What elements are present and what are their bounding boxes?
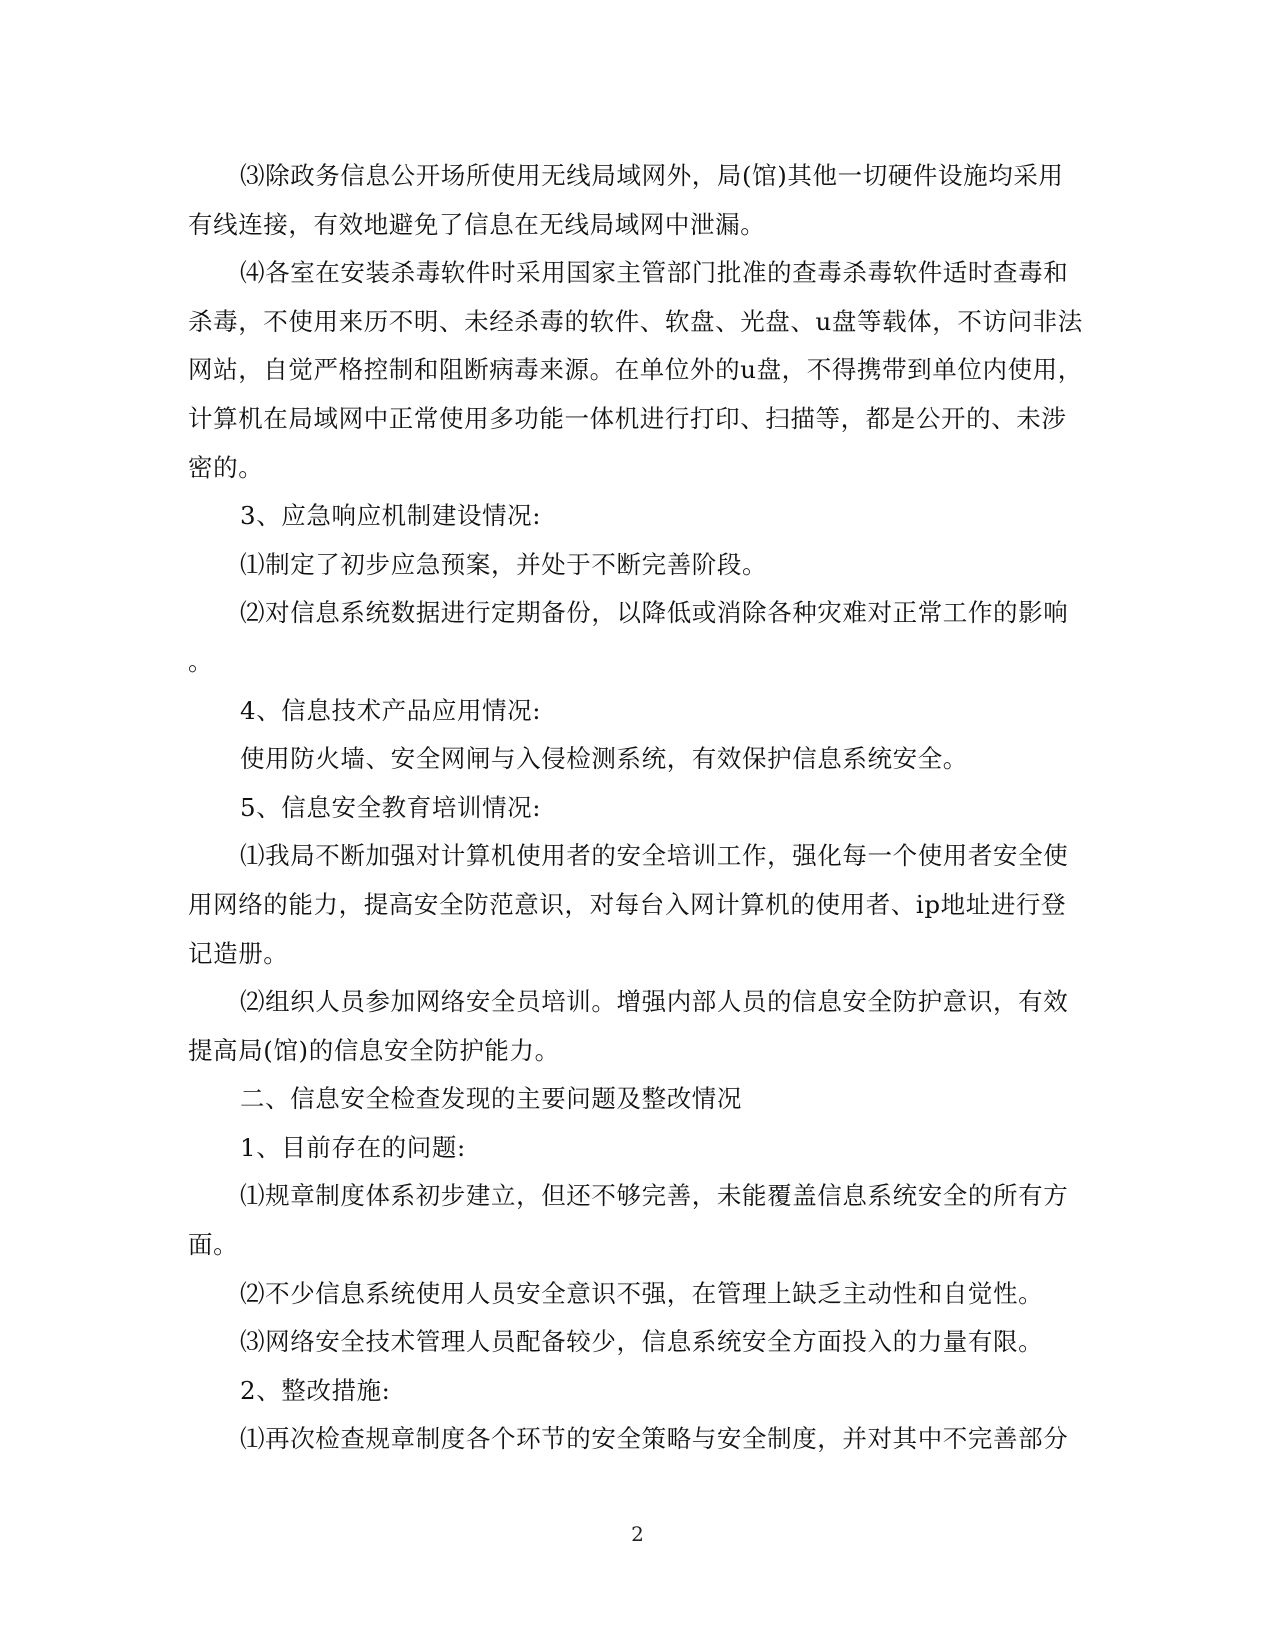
heading-security-training: 5、信息安全教育培训情况: bbox=[240, 792, 542, 822]
paragraph-emergency-plan: ⑴制定了初步应急预案，并处于不断完善阶段。 bbox=[240, 549, 768, 579]
heading-problems-and-rectification: 二、信息安全检查发现的主要问题及整改情况 bbox=[240, 1084, 742, 1114]
paragraph-measure-review: ⑴再次检查规章制度各个环节的安全策略与安全制度，并对其中不完善部分 bbox=[240, 1424, 1069, 1454]
heading-current-problems: 1、目前存在的问题: bbox=[240, 1132, 466, 1162]
paragraph-staff-training: ⑵组织人员参加网络安全员培训。增强内部人员的信息安全防护意识，有效提高局(馆)的信息安全防护能力。 bbox=[188, 987, 1069, 1065]
paragraph-problem-awareness: ⑵不少信息系统使用人员安全意识不强，在管理上缺乏主动性和自觉性。 bbox=[240, 1278, 1044, 1308]
paragraph-problem-rules: ⑴规章制度体系初步建立，但还不够完善，未能覆盖信息系统安全的所有方面。 bbox=[188, 1181, 1069, 1260]
paragraph-problem-staffing: ⑶网络安全技术管理人员配备较少，信息系统安全方面投入的力量有限。 bbox=[240, 1327, 1044, 1357]
document-body bbox=[188, 152, 1088, 1464]
paragraph-firewall: 使用防火墙、安全网闸与入侵检测系统，有效保护信息系统安全。 bbox=[240, 744, 968, 774]
paragraph-wireless-network: ⑶除政务信息公开场所使用无线局域网外，局(馆)其他一切硬件设施均采用有线连接，有效地避免了信息在无线局域网中泄漏。 bbox=[188, 161, 1064, 239]
heading-emergency-response: 3、应急响应机制建设情况: bbox=[240, 501, 542, 531]
page-number: 2 bbox=[631, 1522, 644, 1546]
heading-rectification-measures: 2、整改措施: bbox=[240, 1375, 391, 1405]
heading-it-products: 4、信息技术产品应用情况: bbox=[240, 695, 542, 725]
paragraph-antivirus: ⑷各室在安装杀毒软件时采用国家主管部门批准的查毒杀毒软件适时查毒和杀毒，不使用来历不明、未经杀毒的软件、软盘、光盘、u盘等载体，不访问非法网站，自觉严格控制和阻断病毒来源。在单位外的u盘，不得携带到单位内使用，计算机在局域网中正常使用多功能一体机进行打印、扫描等，都是公开的、未涉密的。 bbox=[188, 258, 1083, 482]
paragraph-data-backup: ⑵对信息系统数据进行定期备份，以降低或消除各种灾难对正常工作的影响 bbox=[240, 598, 1069, 628]
paragraph-user-training: ⑴我局不断加强对计算机使用者的安全培训工作，强化每一个使用者安全使用网络的能力，提高安全防范意识，对每台入网计算机的使用者、ip地址进行登记造册。 bbox=[188, 841, 1069, 968]
paragraph-backup-continuation: 。 bbox=[188, 646, 214, 676]
